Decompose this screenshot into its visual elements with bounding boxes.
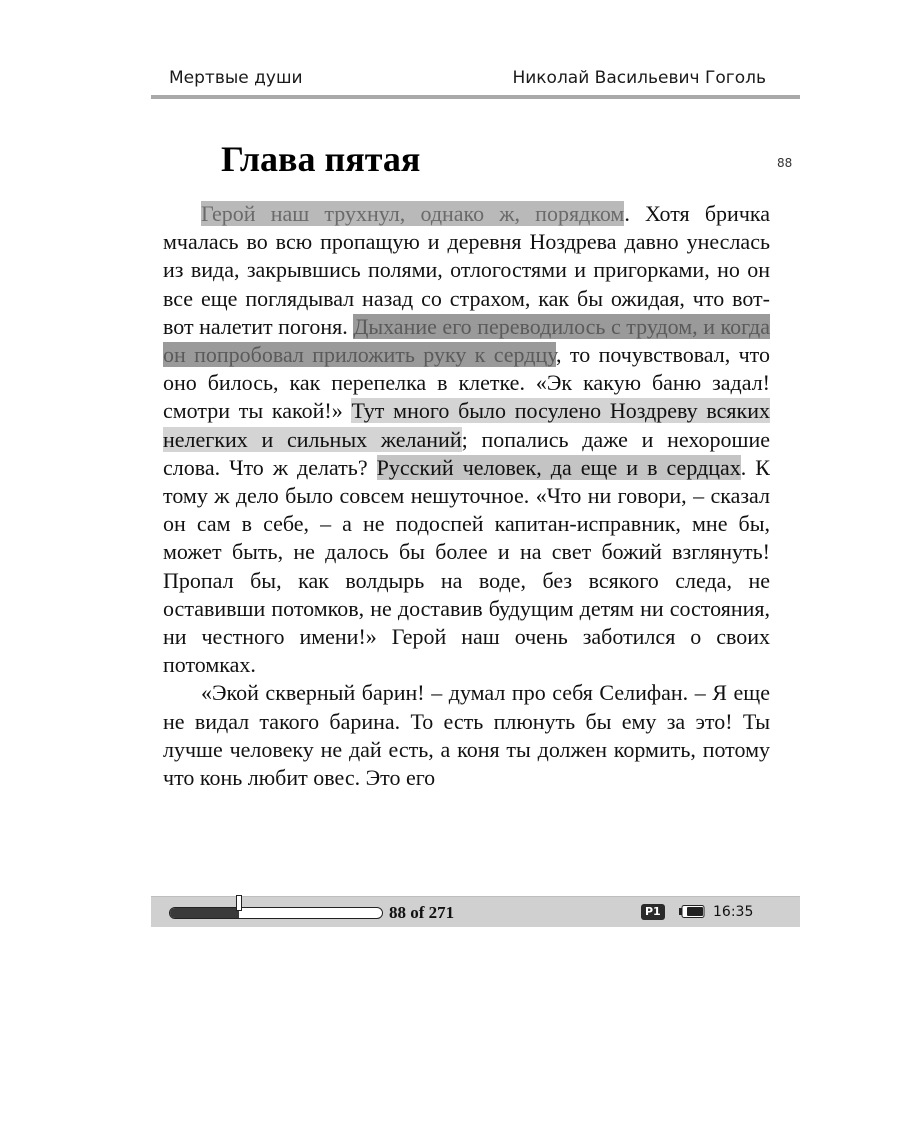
page-number: 88 [777,156,793,170]
clock: 16:35 [713,904,754,920]
book-title: Мертвые души [169,68,303,88]
highlight[interactable]: Русский человек, да еще и в сердцах [376,454,741,480]
highlight[interactable]: Дыхание его переводилось с трудом, и когда он попробовал приложить руку к сердцу [163,313,770,368]
text-run: . Хотя бричка мчалась во всю пропащую и деревня Ноздрева давно унеслась из вида, закрывшись полями, отлогостями и пригорками, но он все еще поглядывал назад со страхом, как бы ожидая, что вот-вот налетит погоня. [163,201,770,339]
paragraph [163,679,770,792]
header-divider [151,95,800,99]
highlight[interactable]: Герой наш трухнул, однако ж, порядком [201,201,625,226]
author-name: Николай Васильевич Гоголь [512,68,766,88]
text-run: , то почувствовал, что оно билось, как перепелка в клетке. «Эк какую баню задал! смотри ты какой!» [163,342,770,424]
highlight[interactable]: Тут много было посулено Ноздреву всяких нелегких и сильных желаний [163,398,770,452]
page-count[interactable]: 88 of 271 [389,903,455,922]
chapter-title: Глава пятая [221,139,421,179]
text-run: «Экой скверный барин! – думал про себя Селифан. – Я еще не видал такого барина. То есть плюнуть бы ему за это! Ты лучше человеку не дай есть, а коня ты должен кормить, потому что конь любит овес. Это его [163,680,770,791]
reading-progress-bar[interactable] [169,907,383,919]
paragraph [163,200,770,679]
status-bar [151,896,800,927]
progress-marker[interactable] [236,895,242,911]
progress-fill [170,908,239,918]
reader-header [151,64,800,94]
battery-icon [679,905,705,918]
page-mode-badge: P1 [641,904,665,920]
book-text[interactable] [163,200,770,792]
text-run: . К тому ж дело было совсем нешуточное. «Что ни говори, – сказал он сам в себе, – а не подоспей капитан-исправник, мне бы, может быть, не далось бы более и на свет божий взглянуть! Пропал бы, как волдырь на воде, без всякого следа, не оставивши потомков, не доставив будущим детям ни состояния, ни честного имени!» Герой наш очень заботился о своих потомках. [163,454,770,678]
text-run: ; попались даже и нехорошие слова. Что ж делать? [163,426,770,480]
